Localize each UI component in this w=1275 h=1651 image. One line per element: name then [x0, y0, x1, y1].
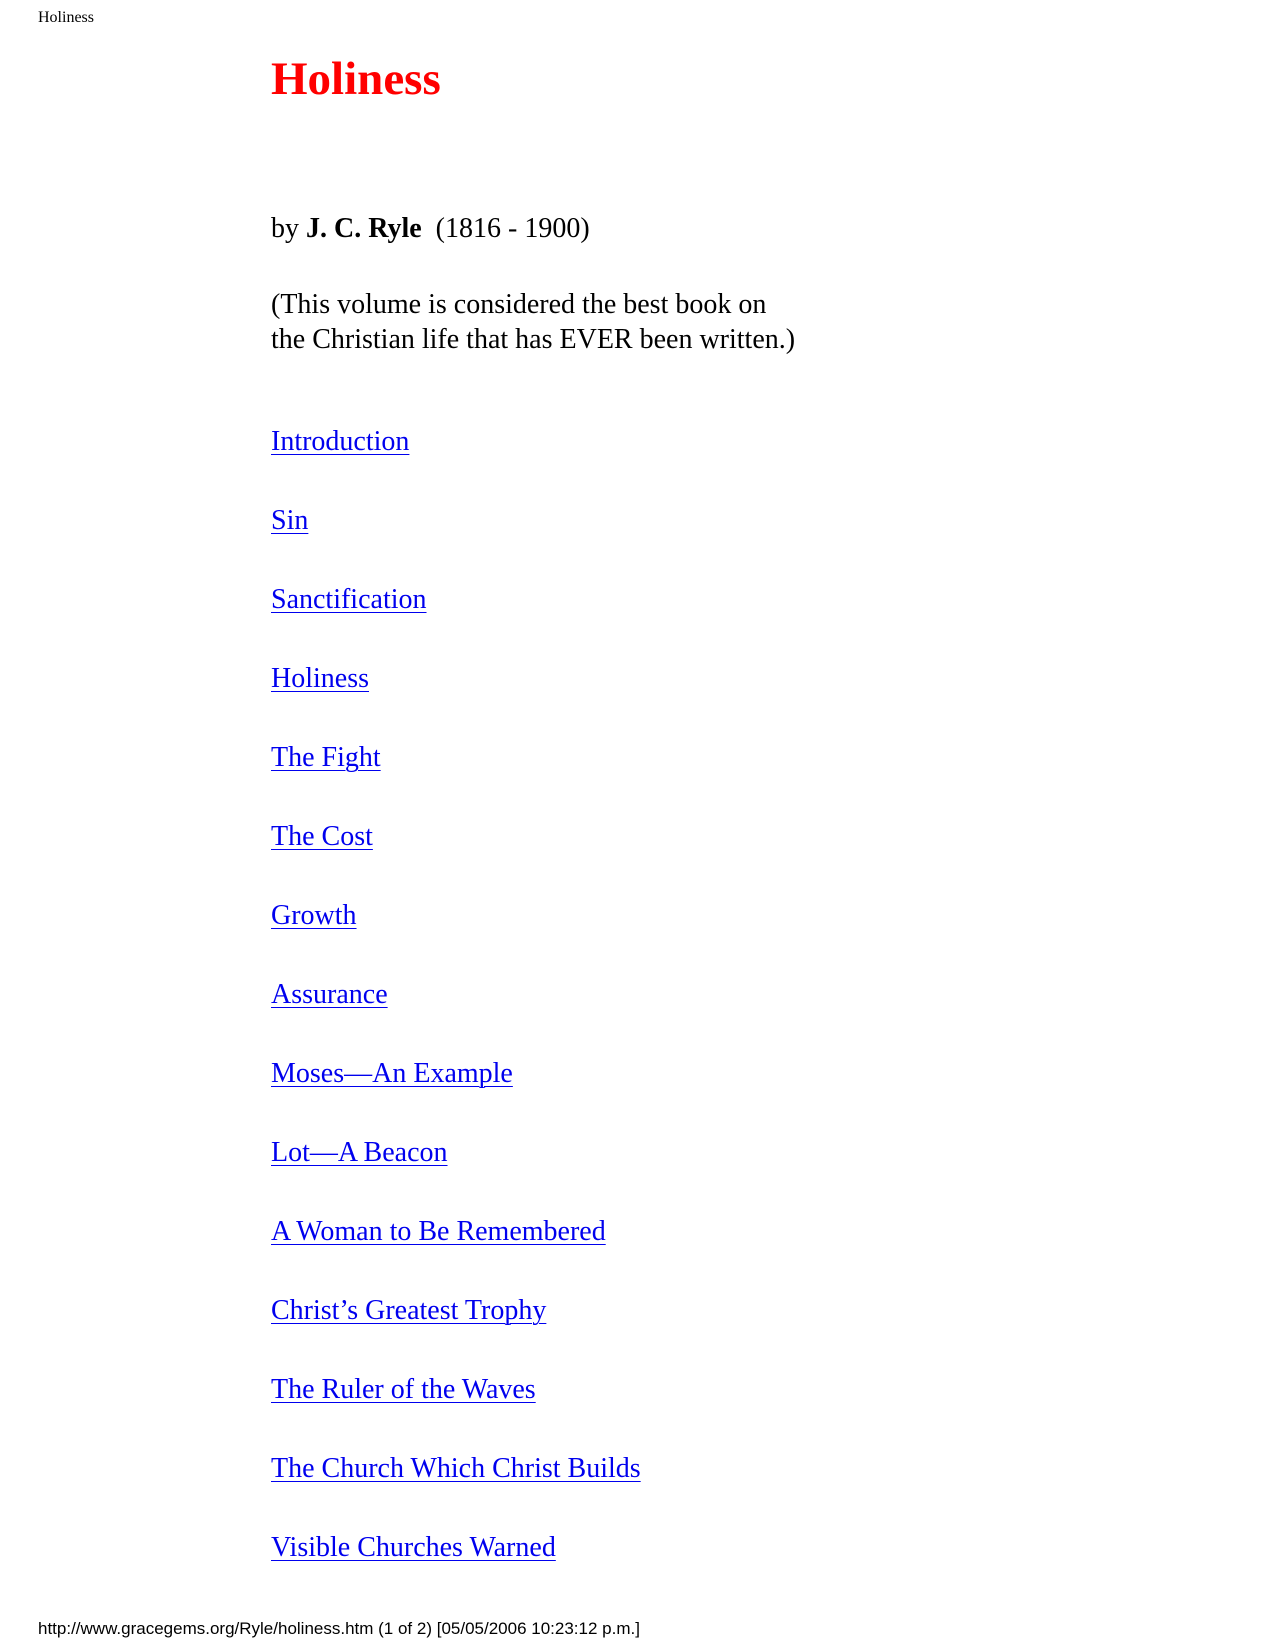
chapter-link-growth[interactable]: Growth	[271, 900, 357, 931]
chapter-list-item	[271, 1451, 641, 1530]
chapter-list	[271, 424, 641, 1609]
chapter-link-introduction[interactable]: Introduction	[271, 426, 410, 457]
chapter-link-assurance[interactable]: Assurance	[271, 979, 388, 1010]
page-title: Holiness	[271, 53, 441, 105]
chapter-list-item	[271, 740, 641, 819]
chapter-link-sin[interactable]: Sin	[271, 505, 309, 536]
chapter-list-item	[271, 1056, 641, 1135]
chapter-link-a-woman-to-be-remembered[interactable]: A Woman to Be Remembered	[271, 1216, 606, 1247]
chapter-list-item	[271, 1530, 641, 1609]
chapter-link-moses-an-example[interactable]: Moses—An Example	[271, 1058, 513, 1089]
chapter-list-item	[271, 819, 641, 898]
chapter-list-item	[271, 1372, 641, 1451]
author-dates: (1816 - 1900)	[435, 213, 590, 244]
chapter-list-item	[271, 424, 641, 503]
chapter-list-item	[271, 661, 641, 740]
byline	[271, 211, 590, 247]
book-note	[271, 287, 795, 357]
book-note-line: (This volume is considered the best book on	[271, 289, 767, 320]
chapter-list-item	[271, 582, 641, 661]
chapter-link-sanctification[interactable]: Sanctification	[271, 584, 427, 615]
print-header-title: Holiness	[38, 9, 94, 26]
chapter-link-holiness[interactable]: Holiness	[271, 663, 369, 694]
book-note-line: the Christian life that has EVER been written.)	[271, 324, 796, 355]
chapter-list-item	[271, 503, 641, 582]
byline-prefix: by	[271, 213, 306, 244]
author-name: J. C. Ryle	[306, 213, 422, 244]
chapter-link-the-church-which-christ-builds[interactable]: The Church Which Christ Builds	[271, 1453, 641, 1484]
chapter-link-the-cost[interactable]: The Cost	[271, 821, 373, 852]
chapter-link-lot-a-beacon[interactable]: Lot—A Beacon	[271, 1137, 448, 1168]
print-footer-url: http://www.gracegems.org/Ryle/holiness.htm (1 of 2) [05/05/2006 10:23:12 p.m.]	[38, 1619, 640, 1638]
chapter-link-christs-greatest-trophy[interactable]: Christ’s Greatest Trophy	[271, 1295, 547, 1326]
chapter-link-visible-churches-warned[interactable]: Visible Churches Warned	[271, 1532, 556, 1563]
chapter-list-item	[271, 1293, 641, 1372]
chapter-list-item	[271, 1135, 641, 1214]
chapter-list-item	[271, 1214, 641, 1293]
chapter-list-item	[271, 898, 641, 977]
chapter-link-the-fight[interactable]: The Fight	[271, 742, 381, 773]
chapter-list-item	[271, 977, 641, 1056]
chapter-link-the-ruler-of-the-waves[interactable]: The Ruler of the Waves	[271, 1374, 536, 1405]
